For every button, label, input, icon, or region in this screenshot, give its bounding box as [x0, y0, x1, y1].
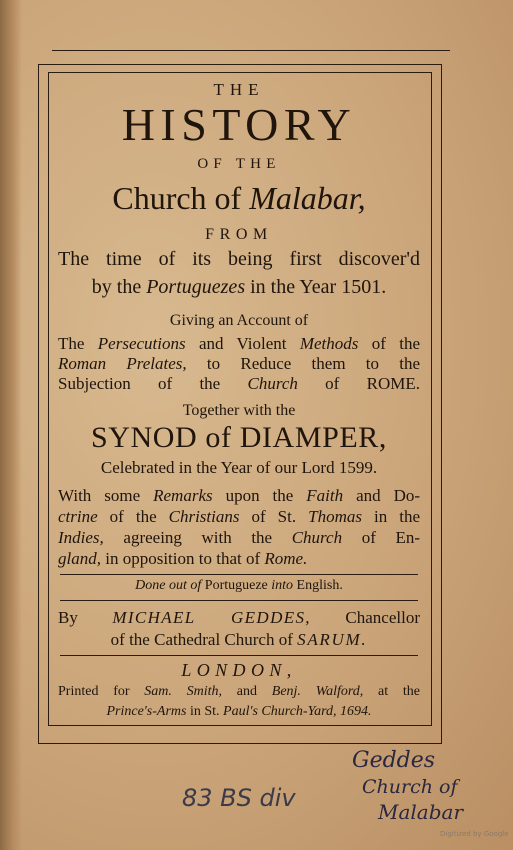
opposition-line	[58, 549, 420, 569]
and: and	[222, 684, 272, 699]
and-violent: and Violent	[185, 334, 300, 353]
rule-1	[60, 574, 418, 575]
in-the: in the	[361, 507, 420, 526]
opposition: in opposition to that of	[100, 549, 265, 568]
subjection-line	[58, 374, 420, 394]
sarum: SARUM.	[297, 630, 368, 649]
church-italic: Church	[247, 374, 298, 393]
ctrine: ctrine	[58, 507, 98, 526]
faith: Faith	[306, 486, 344, 505]
rome-italic: Rome.	[264, 549, 308, 568]
handwritten-malabar: Malabar	[378, 800, 464, 824]
thomas: Thomas	[308, 507, 362, 526]
benj-walford: Benj. Walford,	[271, 684, 364, 699]
and-do: and Do-	[343, 486, 421, 505]
sam-smith: Sam. Smith,	[144, 684, 223, 699]
title-the: THE	[213, 80, 265, 99]
author-line	[58, 608, 420, 628]
giving-account: Giving an Account of	[169, 312, 309, 329]
celebrated-line: Celebrated in the Year of our Lord 1599.	[100, 458, 378, 477]
handwritten-church-of: Church of	[362, 776, 458, 798]
title-church-of-malabar	[48, 178, 430, 218]
imprint-year: 1694.	[336, 704, 372, 719]
agreeing: agreeing with the	[103, 528, 292, 547]
reduce: to Reduce them to the	[186, 354, 420, 373]
persecutions-line	[58, 334, 420, 354]
digitized-watermark: Digitized by Google	[440, 830, 509, 838]
title-history: HISTORY	[121, 99, 357, 150]
text-the: The	[58, 334, 98, 353]
indies-line	[58, 528, 420, 548]
of-en: of En-	[342, 528, 420, 547]
pencil-shelfmark: 83 BS div	[182, 784, 296, 812]
cathedral: of the Cathedral Church of	[110, 630, 298, 649]
christians: Christians	[168, 507, 240, 526]
by-the: by the	[91, 276, 147, 298]
handwritten-author: Geddes	[352, 748, 436, 773]
of-st: of St.	[239, 507, 309, 526]
time-line: The time of its being first discover'd	[58, 248, 420, 270]
persecutions: Persecutions	[97, 334, 186, 353]
of-the-2: of the	[97, 507, 169, 526]
pauls-church-yard: Paul's Church-Yard,	[223, 704, 337, 719]
top-rule	[52, 50, 450, 51]
princes-arms: Prince's-Arms	[106, 704, 187, 719]
in-st: in St.	[186, 704, 224, 719]
remarks-line	[58, 486, 420, 506]
subjection: Subjection of the	[58, 374, 248, 393]
methods: Methods	[299, 334, 359, 353]
done-out-of: Done out of	[135, 578, 202, 593]
title-of-the: OF THE	[197, 156, 281, 172]
portugueze: Portugueze	[201, 578, 272, 593]
rule-2	[60, 600, 418, 601]
cathedral-line	[48, 630, 430, 650]
london: LONDON,	[181, 660, 297, 680]
of-rome: of ROME.	[297, 374, 420, 393]
chancellor: Chancellor	[310, 608, 420, 627]
printed-for: Printed for	[58, 684, 145, 699]
malabar: Malabar,	[249, 180, 366, 216]
synod-of-diamper: SYNOD of DIAMPER,	[90, 421, 388, 454]
gland: gland,	[58, 549, 101, 568]
author-name: MICHAEL GEDDES,	[112, 608, 311, 627]
into: into	[271, 578, 294, 593]
together-with: Together with the	[182, 402, 296, 419]
by: By	[58, 608, 113, 627]
from: FROM	[205, 226, 273, 243]
church-of: Church of	[112, 180, 250, 216]
roman-prelates: Roman Prelates,	[58, 354, 187, 373]
christians-line	[58, 507, 420, 527]
translation-line	[48, 578, 430, 594]
binding-gutter	[0, 0, 22, 850]
indies: Indies,	[58, 528, 104, 547]
church-italic-2: Church	[291, 528, 343, 547]
prelates-line	[58, 354, 420, 374]
in-year: in the Year 1501.	[245, 276, 387, 298]
address-line	[48, 704, 430, 720]
upon-the: upon the	[212, 486, 307, 505]
remarks: Remarks	[153, 486, 213, 505]
portuguezes: Portuguezes	[146, 276, 246, 298]
english: English.	[293, 578, 343, 593]
printer-line	[58, 684, 420, 700]
at-the: at the	[363, 684, 420, 699]
discovery-year-line	[48, 276, 430, 299]
rule-3	[60, 655, 418, 656]
with-some: With some	[58, 486, 154, 505]
of-the: of the	[358, 334, 420, 353]
